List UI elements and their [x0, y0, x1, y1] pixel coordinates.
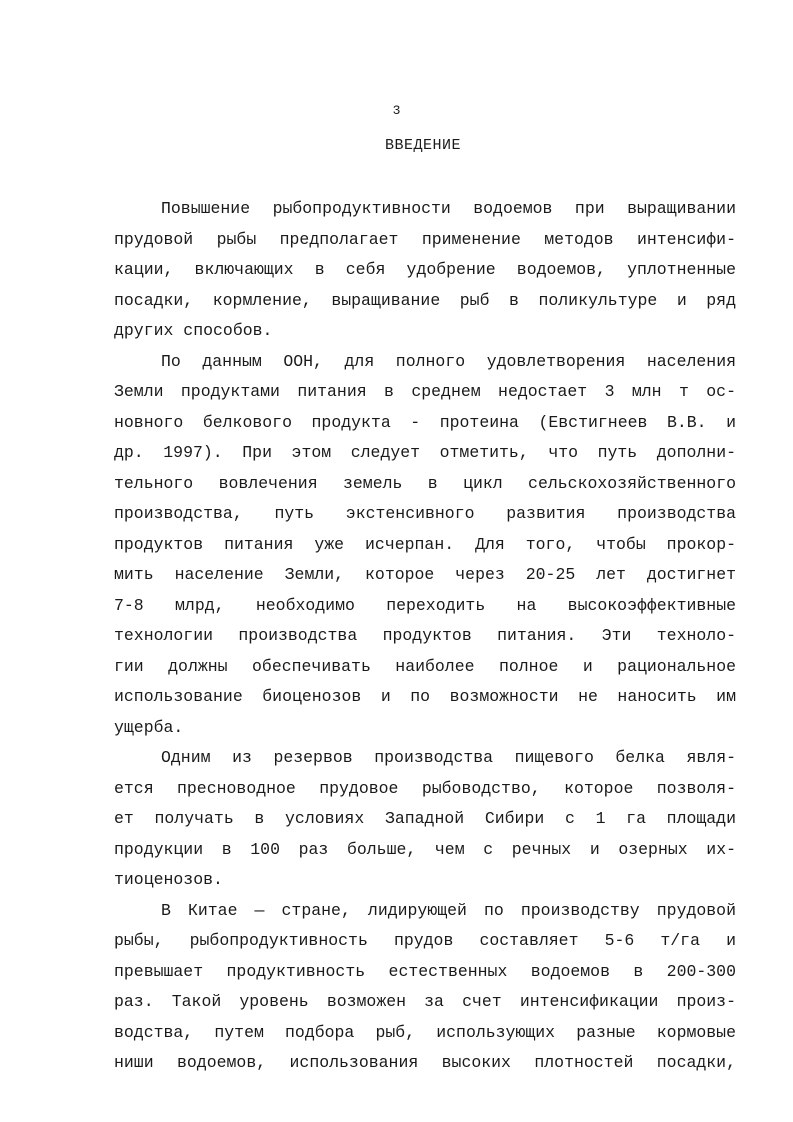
text-line: раз. Такой уровень возможен за счет интенсификации произ- [114, 992, 736, 1011]
text-line: продукции в 100 раз больше, чем с речных и озерных их- [114, 839, 736, 859]
text-line: водства, путем подбора рыб, использующих разные кормовые [114, 1022, 736, 1042]
paragraph-4 [114, 896, 736, 1079]
text-line: прудовой рыбы предполагает применение методов интенсифи- [114, 229, 736, 249]
page-number: 3 [392, 103, 401, 118]
text-line: По данным ООН, для полного удовлетворения населения [161, 351, 736, 371]
text-line: технологии производства продуктов питания. Эти техноло- [114, 626, 736, 645]
text-line: продуктов питания уже исчерпан. Для того, чтобы прокор- [114, 534, 736, 554]
text-line: тиоценозов. [114, 870, 223, 889]
text-line: тельного вовлечения земель в цикл сельскохозяйственного [114, 473, 736, 493]
paragraph-2 [114, 347, 736, 744]
text-line: мить население Земли, которое через 20-25 лет достигнет [114, 565, 736, 584]
text-line: ниши водоемов, использования высоких плотностей посадки, [114, 1053, 736, 1072]
text-line: рыбы, рыбопродуктивность прудов составляет 5-6 т/га и [114, 931, 736, 950]
text-line: Одним из резервов производства пищевого белка явля- [161, 748, 736, 767]
text-line: других способов. [114, 321, 273, 340]
text-line: новного белкового продукта - протеина (Евстигнеев В.В. и [114, 412, 736, 432]
text-line: кации, включающих в себя удобрение водоемов, уплотненные [114, 260, 736, 279]
paragraph-1 [114, 194, 736, 347]
text-line: гии должны обеспечивать наиболее полное и рациональное [114, 656, 736, 676]
text-line: др. 1997). При этом следует отметить, что путь дополни- [114, 443, 736, 462]
text-line: 7-8 млрд, необходимо переходить на высокоэффективные [114, 595, 736, 615]
text-line: посадки, кормление, выращивание рыб в поликультуре и ряд [114, 290, 736, 310]
body-text [114, 194, 736, 1079]
text-line: ется пресноводное прудовое рыбоводство, которое позволя- [114, 778, 736, 798]
text-line: ет получать в условиях Западной Сибири с 1 га площади [114, 809, 736, 828]
text-line: производства, путь экстенсивного развития производства [114, 504, 736, 523]
text-line: В Китае — стране, лидирующей по производству прудовой [161, 900, 736, 920]
paragraph-3 [114, 743, 736, 896]
text-line: Повышение рыбопродуктивности водоемов при выращивании [161, 199, 736, 218]
text-line: превышает продуктивность естественных водоемов в 200-300 [114, 961, 736, 981]
text-line: ущерба. [114, 717, 184, 737]
section-title: ВВЕДЕНИЕ [384, 137, 461, 154]
text-line: Земли продуктами питания в среднем недостает 3 млн т ос- [114, 382, 736, 401]
text-line: использование биоценозов и по возможности не наносить им [114, 687, 736, 706]
